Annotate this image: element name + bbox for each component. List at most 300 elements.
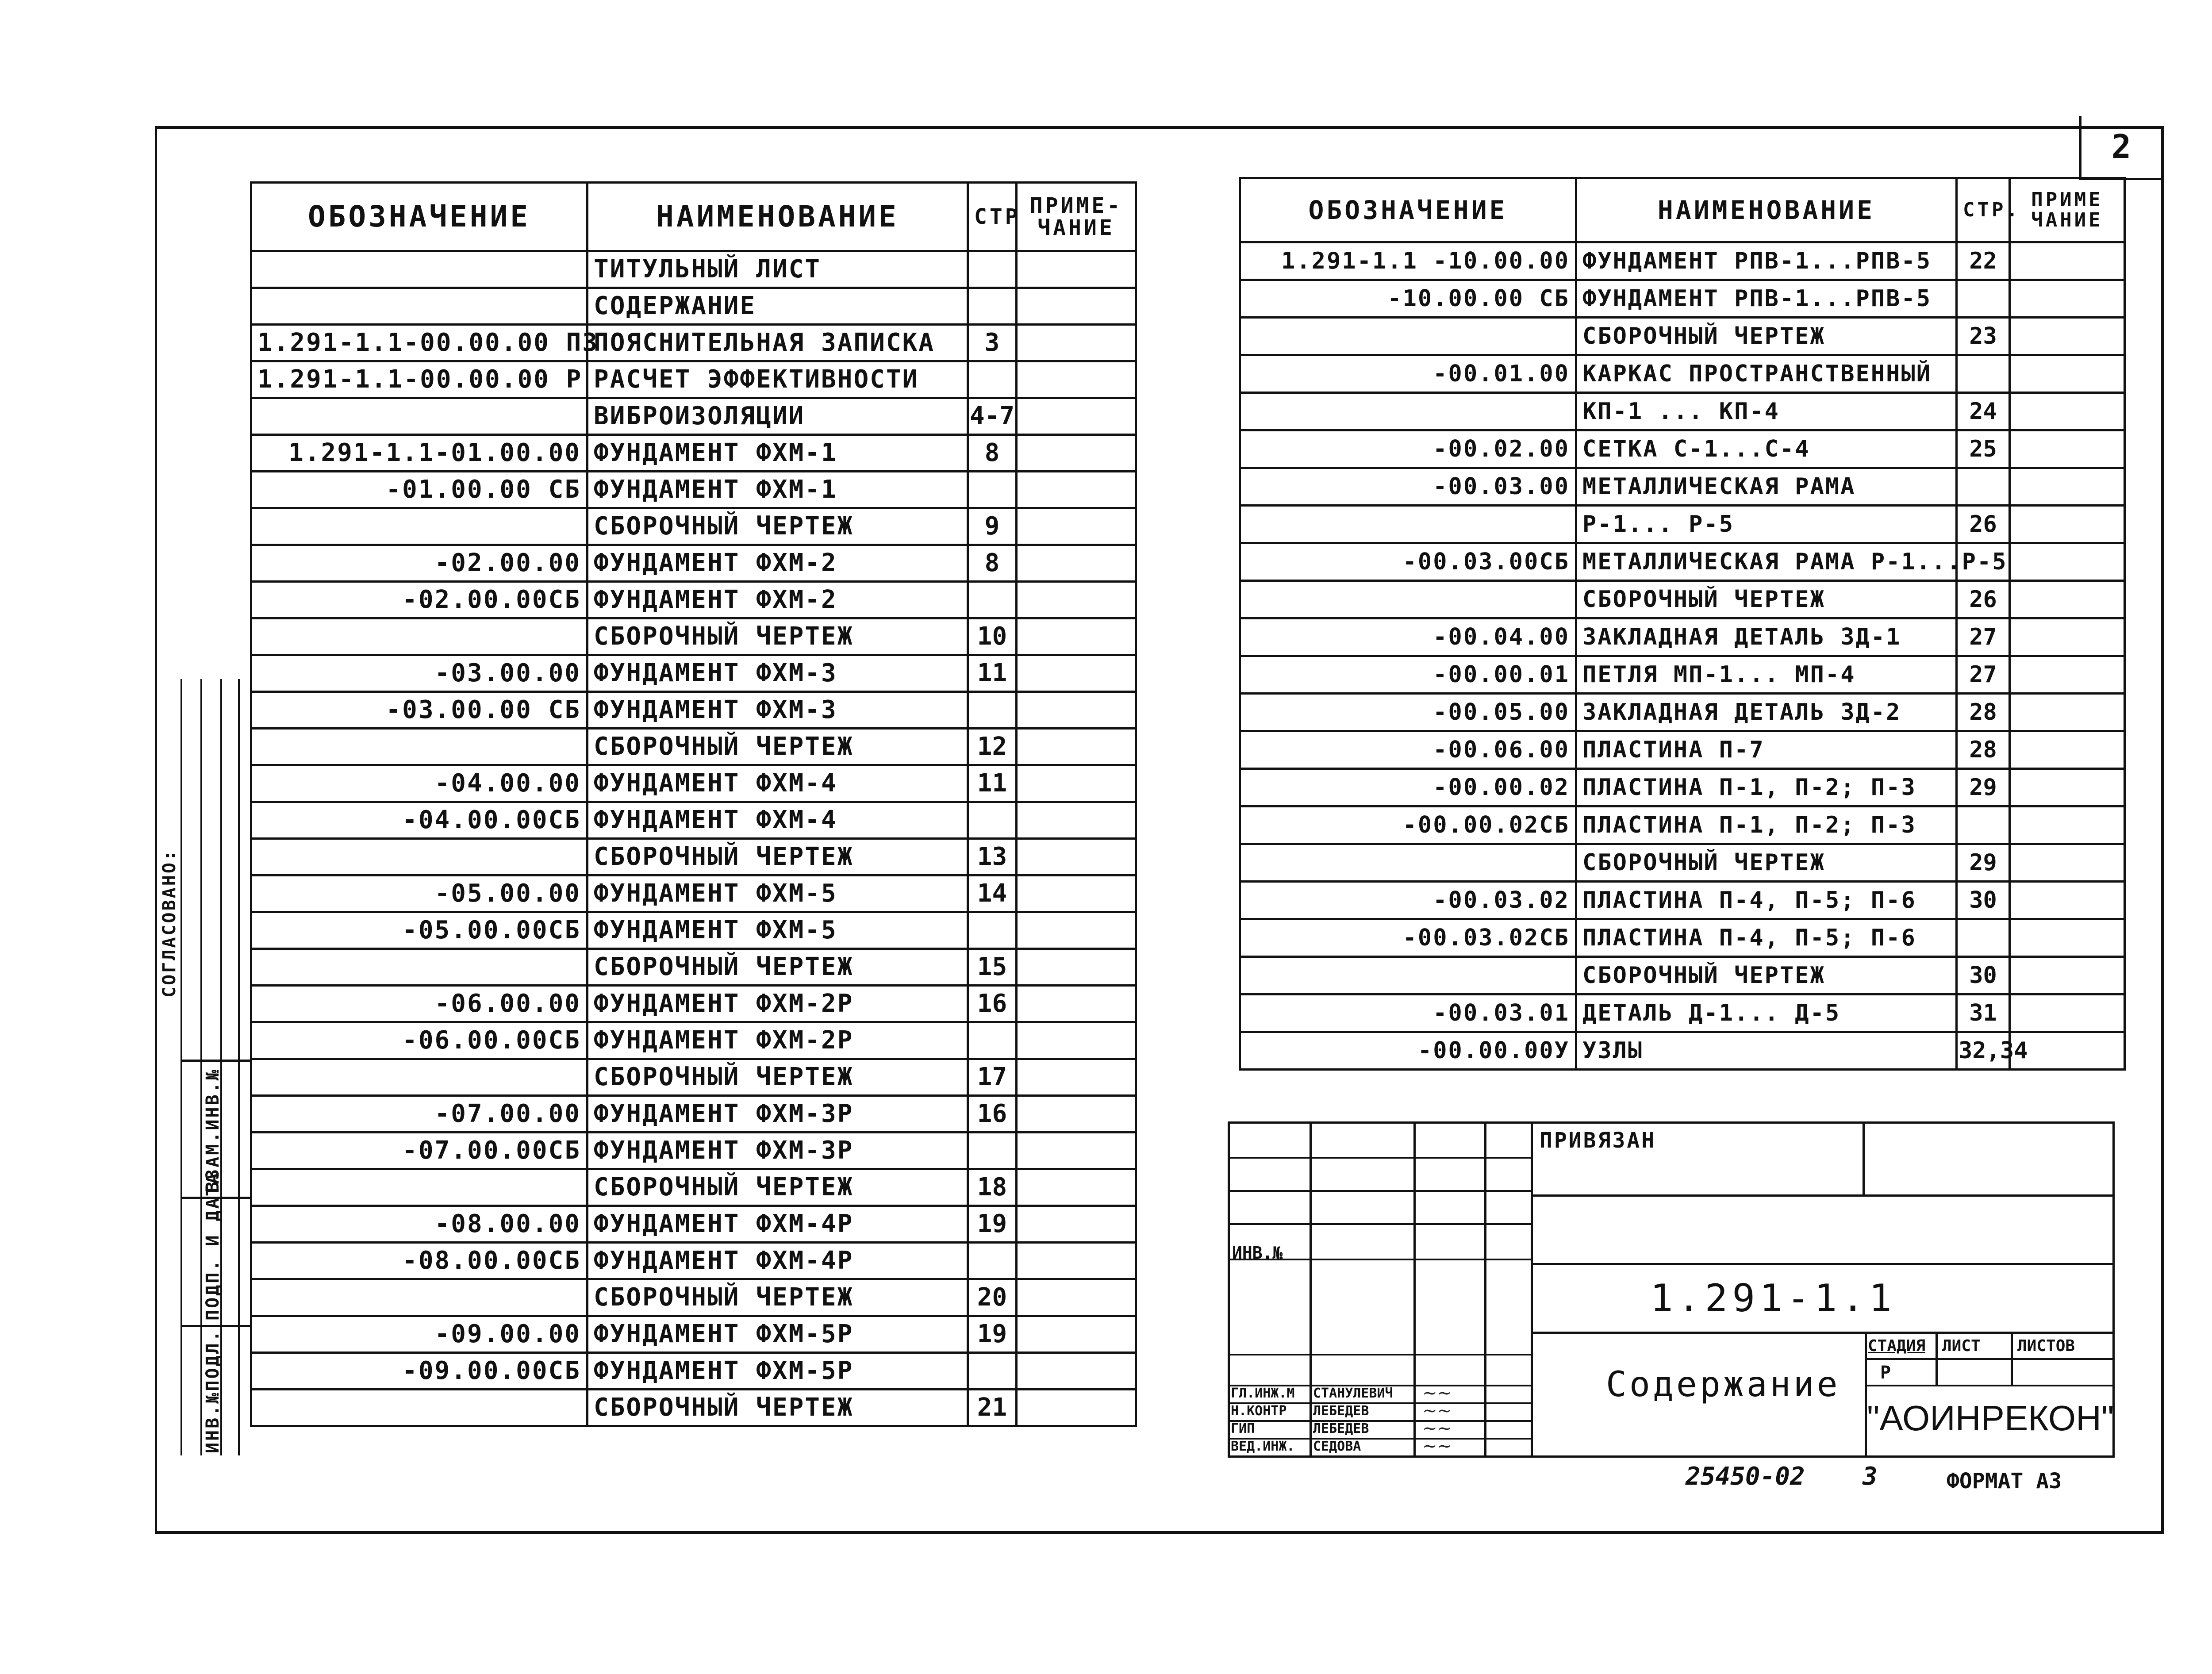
table-row xyxy=(1240,994,2125,1032)
row-page: 26 xyxy=(1957,581,2010,618)
row-note xyxy=(2010,506,2125,543)
row-name: СБОРОЧНЫЙ ЧЕРТЕЖ xyxy=(588,839,968,875)
row-note xyxy=(1017,508,1136,545)
row-name: МЕТАЛЛИЧЕСКАЯ РАМА xyxy=(1576,468,1957,506)
row-note xyxy=(1017,325,1136,361)
row-name: ПОЯСНИТЕЛЬНАЯ ЗАПИСКА xyxy=(588,325,968,361)
row-page: 4-7 xyxy=(968,398,1017,435)
row-designation: -00.00.00У xyxy=(1240,1032,1576,1070)
original-inventory-label: ИНВ.№ПОДЛ. xyxy=(203,1329,223,1453)
row-name: ПЛАСТИНА П-1, П-2; П-3 xyxy=(1576,769,1957,806)
row-note xyxy=(2010,769,2125,806)
signature-role: ВЕД.ИНЖ. xyxy=(1231,1439,1295,1454)
row-page xyxy=(968,1243,1017,1279)
row-designation xyxy=(1240,393,1576,430)
signature-name: СЕДОВА xyxy=(1313,1439,1361,1454)
row-name: ФУНДАМЕНТ ФХМ-1 xyxy=(588,435,968,472)
row-page: 9 xyxy=(968,508,1017,545)
row-name: ФУНДАМЕНТ ФХМ-5 xyxy=(588,875,968,912)
row-note xyxy=(1017,1390,1136,1426)
row-page: 29 xyxy=(1957,844,2010,882)
row-page: 15 xyxy=(968,949,1017,986)
row-name: ТИТУЛЬНЫЙ ЛИСТ xyxy=(588,251,968,288)
row-note xyxy=(1017,582,1136,618)
row-name: ФУНДАМЕНТ ФХМ-2 xyxy=(588,545,968,582)
table-row xyxy=(251,361,1136,398)
row-designation xyxy=(251,618,588,655)
row-note xyxy=(1017,435,1136,472)
row-designation xyxy=(251,949,588,986)
row-designation: -08.00.00 xyxy=(251,1206,588,1243)
row-page: 3 xyxy=(968,325,1017,361)
row-designation xyxy=(251,1169,588,1206)
table-row xyxy=(251,949,1136,986)
table-row xyxy=(251,1206,1136,1243)
row-note xyxy=(2010,694,2125,731)
row-name: СБОРОЧНЫЙ ЧЕРТЕЖ xyxy=(588,949,968,986)
row-name: ПЛАСТИНА П-7 xyxy=(1576,731,1957,769)
table-row xyxy=(251,288,1136,325)
row-note xyxy=(2010,468,2125,506)
row-name: ФУНДАМЕНТ ФХМ-5Р xyxy=(588,1316,968,1353)
row-name: ЗАКЛАДНАЯ ДЕТАЛЬ ЗД-1 xyxy=(1576,618,1957,656)
row-note xyxy=(1017,545,1136,582)
row-name: ПЛАСТИНА П-4, П-5; П-6 xyxy=(1576,919,1957,957)
row-designation: -04.00.00СБ xyxy=(251,802,588,839)
row-note xyxy=(1017,986,1136,1022)
row-page: 8 xyxy=(968,435,1017,472)
row-page xyxy=(1957,280,2010,318)
row-note xyxy=(1017,692,1136,729)
row-note xyxy=(1017,1022,1136,1059)
row-page: 24 xyxy=(1957,393,2010,430)
table-row xyxy=(251,1169,1136,1206)
table-row xyxy=(1240,844,2125,882)
table-row xyxy=(251,251,1136,288)
row-designation xyxy=(251,288,588,325)
table-row xyxy=(251,875,1136,912)
row-name: СБОРОЧНЫЙ ЧЕРТЕЖ xyxy=(588,1059,968,1096)
table-header xyxy=(251,183,1136,251)
row-name: ФУНДАМЕНТ ФХМ-4 xyxy=(588,765,968,802)
row-page: 26 xyxy=(1957,506,2010,543)
table-row xyxy=(251,1279,1136,1316)
row-note xyxy=(1017,655,1136,692)
row-designation: -00.04.00 xyxy=(1240,618,1576,656)
handwritten-signature: ~~ xyxy=(1422,1383,1452,1403)
row-note xyxy=(1017,875,1136,912)
row-designation: -03.00.00 СБ xyxy=(251,692,588,729)
table-row xyxy=(251,912,1136,949)
signature-role: Н.КОНТР xyxy=(1231,1403,1287,1419)
row-note xyxy=(2010,919,2125,957)
row-note xyxy=(1017,802,1136,839)
row-page xyxy=(968,582,1017,618)
row-designation: -00.00.02 xyxy=(1240,769,1576,806)
handwritten-signature: ~~ xyxy=(1422,1418,1452,1439)
row-name: СБОРОЧНЫЙ ЧЕРТЕЖ xyxy=(1576,957,1957,994)
table-row xyxy=(1240,806,2125,844)
table-row xyxy=(1240,731,2125,769)
row-name: КП-1 ... КП-4 xyxy=(1576,393,1957,430)
row-designation xyxy=(251,1279,588,1316)
row-designation: 1.291-1.1-00.00.00 Р xyxy=(251,361,588,398)
row-designation: -00.00.02СБ xyxy=(1240,806,1576,844)
row-page xyxy=(968,692,1017,729)
row-name: СОДЕРЖАНИЕ xyxy=(588,288,968,325)
row-page: 10 xyxy=(968,618,1017,655)
row-name: ФУНДАМЕНТ ФХМ-3Р xyxy=(588,1096,968,1133)
table-row xyxy=(251,729,1136,765)
row-note xyxy=(1017,949,1136,986)
row-note xyxy=(1017,1243,1136,1279)
table-row xyxy=(251,1096,1136,1133)
row-note xyxy=(2010,618,2125,656)
row-designation xyxy=(251,398,588,435)
row-note xyxy=(1017,1059,1136,1096)
table-row xyxy=(251,618,1136,655)
header-page: СТР. xyxy=(1957,178,2010,242)
row-note xyxy=(1017,765,1136,802)
signature-role: ГЛ.ИНЖ.М xyxy=(1231,1386,1295,1401)
signature-name: СТАНУЛЕВИЧ xyxy=(1313,1386,1393,1401)
row-page: 23 xyxy=(1957,318,2010,355)
row-note xyxy=(2010,280,2125,318)
table-row xyxy=(1240,656,2125,694)
row-designation xyxy=(251,251,588,288)
row-designation: -10.00.00 СБ xyxy=(1240,280,1576,318)
row-page: 16 xyxy=(968,1096,1017,1133)
table-row xyxy=(251,692,1136,729)
row-name: ДЕТАЛЬ Д-1... Д-5 xyxy=(1576,994,1957,1032)
row-designation: -00.05.00 xyxy=(1240,694,1576,731)
row-page: 12 xyxy=(968,729,1017,765)
row-page: 32,34 xyxy=(1957,1032,2010,1070)
header-designation: ОБОЗНАЧЕНИЕ xyxy=(251,183,588,251)
row-note xyxy=(1017,251,1136,288)
row-page: 28 xyxy=(1957,694,2010,731)
row-page xyxy=(1957,919,2010,957)
row-note xyxy=(1017,729,1136,765)
table-row xyxy=(251,398,1136,435)
handwritten-signature: ~~ xyxy=(1422,1436,1452,1456)
sheet-title: Содержание xyxy=(1606,1365,1840,1405)
row-designation: -04.00.00 xyxy=(251,765,588,802)
row-name: ФУНДАМЕНТ ФХМ-2Р xyxy=(588,1022,968,1059)
row-page xyxy=(968,288,1017,325)
footer-page: 3 xyxy=(1863,1462,1878,1491)
row-designation xyxy=(1240,318,1576,355)
row-note xyxy=(1017,618,1136,655)
row-designation: -02.00.00 xyxy=(251,545,588,582)
row-note xyxy=(2010,581,2125,618)
table-row xyxy=(1240,355,2125,393)
agreed-label: СОГЛАСОВАНО: xyxy=(159,849,180,998)
row-note xyxy=(1017,1096,1136,1133)
table-row xyxy=(251,508,1136,545)
row-designation: -07.00.00СБ xyxy=(251,1133,588,1169)
row-name: СБОРОЧНЫЙ ЧЕРТЕЖ xyxy=(588,729,968,765)
row-designation: -00.03.00 xyxy=(1240,468,1576,506)
row-designation: -00.03.00СБ xyxy=(1240,543,1576,581)
table-row xyxy=(1240,882,2125,919)
row-page: 22 xyxy=(1957,242,2010,280)
row-designation: -00.00.01 xyxy=(1240,656,1576,694)
row-note xyxy=(2010,656,2125,694)
row-page xyxy=(968,912,1017,949)
sheet-number: 2 xyxy=(2079,116,2161,180)
row-note xyxy=(1017,1316,1136,1353)
table-row xyxy=(251,1133,1136,1169)
table-row xyxy=(251,1059,1136,1096)
table-row xyxy=(1240,318,2125,355)
row-name: СБОРОЧНЫЙ ЧЕРТЕЖ xyxy=(588,1169,968,1206)
table-row xyxy=(251,582,1136,618)
row-name: СЕТКА С-1...С-4 xyxy=(1576,430,1957,468)
row-name: Р-1... Р-5 xyxy=(1576,506,1957,543)
row-designation xyxy=(1240,506,1576,543)
row-name: ПЛАСТИНА П-4, П-5; П-6 xyxy=(1576,882,1957,919)
row-note xyxy=(1017,1279,1136,1316)
row-page: 21 xyxy=(968,1390,1017,1426)
table-row xyxy=(1240,618,2125,656)
row-page: 29 xyxy=(1957,769,2010,806)
row-designation: -00.03.01 xyxy=(1240,994,1576,1032)
row-name: ФУНДАМЕНТ ФХМ-2 xyxy=(588,582,968,618)
row-page: 28 xyxy=(1957,731,2010,769)
row-designation xyxy=(251,508,588,545)
row-designation xyxy=(251,729,588,765)
table-row xyxy=(1240,919,2125,957)
row-note xyxy=(2010,430,2125,468)
table-row xyxy=(251,1353,1136,1390)
table-row xyxy=(251,802,1136,839)
row-name: УЗЛЫ xyxy=(1576,1032,1957,1070)
row-note xyxy=(2010,844,2125,882)
row-page xyxy=(968,1133,1017,1169)
row-note xyxy=(2010,543,2125,581)
row-name: СБОРОЧНЫЙ ЧЕРТЕЖ xyxy=(1576,581,1957,618)
row-note xyxy=(1017,1206,1136,1243)
header-designation: ОБОЗНАЧЕНИЕ xyxy=(1240,178,1576,242)
table-row xyxy=(251,765,1136,802)
row-name: ПЛАСТИНА П-1, П-2; П-3 xyxy=(1576,806,1957,844)
archive-number: 25450-02 xyxy=(1686,1462,1805,1491)
inventory-number-label: ИНВ.№ xyxy=(1232,1243,1283,1263)
row-designation: -09.00.00 xyxy=(251,1316,588,1353)
row-name: СБОРОЧНЫЙ ЧЕРТЕЖ xyxy=(588,1279,968,1316)
stage-label: СТАДИЯ xyxy=(1868,1337,1926,1355)
row-designation: -00.03.02 xyxy=(1240,882,1576,919)
row-page: 17 xyxy=(968,1059,1017,1096)
row-designation: -05.00.00 xyxy=(251,875,588,912)
header-name: НАИМЕНОВАНИЕ xyxy=(1576,178,1957,242)
table-row xyxy=(251,325,1136,361)
table-row xyxy=(1240,581,2125,618)
row-name: СБОРОЧНЫЙ ЧЕРТЕЖ xyxy=(1576,318,1957,355)
row-page: 18 xyxy=(968,1169,1017,1206)
row-page: 19 xyxy=(968,1206,1017,1243)
row-page: 14 xyxy=(968,875,1017,912)
row-name: ФУНДАМЕНТ ФХМ-4Р xyxy=(588,1243,968,1279)
table-row xyxy=(1240,1032,2125,1070)
header-page: СТР xyxy=(968,183,1017,251)
table-row xyxy=(1240,506,2125,543)
row-name: СБОРОЧНЫЙ ЧЕРТЕЖ xyxy=(588,1390,968,1426)
row-page: 11 xyxy=(968,655,1017,692)
row-designation: -07.00.00 xyxy=(251,1096,588,1133)
row-designation: -03.00.00 xyxy=(251,655,588,692)
table-header xyxy=(1240,178,2125,242)
row-name: ФУНДАМЕНТ ФХМ-1 xyxy=(588,472,968,508)
table-row xyxy=(251,986,1136,1022)
row-page: 16 xyxy=(968,986,1017,1022)
signature-name: ЛЕБЕДЕВ xyxy=(1313,1403,1369,1419)
row-name: ФУНДАМЕНТ ФХМ-3Р xyxy=(588,1133,968,1169)
row-name: СБОРОЧНЫЙ ЧЕРТЕЖ xyxy=(1576,844,1957,882)
row-page: 31 xyxy=(1957,994,2010,1032)
row-note xyxy=(1017,288,1136,325)
table-row xyxy=(251,435,1136,472)
table-row xyxy=(251,839,1136,875)
format-label: ФОРМАТ А3 xyxy=(1947,1469,2062,1494)
row-note xyxy=(1017,839,1136,875)
table-row xyxy=(1240,468,2125,506)
row-name: ФУНДАМЕНТ ФХМ-5 xyxy=(588,912,968,949)
table-row xyxy=(251,1390,1136,1426)
row-note xyxy=(2010,355,2125,393)
row-designation: 1.291-1.1 -10.00.00 xyxy=(1240,242,1576,280)
row-designation xyxy=(1240,581,1576,618)
row-name: ПЕТЛЯ МП-1... МП-4 xyxy=(1576,656,1957,694)
row-page xyxy=(968,251,1017,288)
row-page xyxy=(1957,468,2010,506)
row-page: 27 xyxy=(1957,618,2010,656)
row-page xyxy=(968,361,1017,398)
row-page: 20 xyxy=(968,1279,1017,1316)
row-designation: 1.291-1.1-01.00.00 xyxy=(251,435,588,472)
row-page: 27 xyxy=(1957,656,2010,694)
row-designation: -08.00.00СБ xyxy=(251,1243,588,1279)
row-designation xyxy=(251,1059,588,1096)
row-page xyxy=(1957,806,2010,844)
row-designation: -06.00.00 xyxy=(251,986,588,1022)
replaced-inventory-label: ВЗАМ.ИНВ.№ xyxy=(203,1068,223,1192)
document-code: 1.291-1.1 xyxy=(1650,1276,1896,1321)
stage-value: Р xyxy=(1880,1363,1891,1383)
row-name: ЗАКЛАДНАЯ ДЕТАЛЬ ЗД-2 xyxy=(1576,694,1957,731)
row-note xyxy=(1017,472,1136,508)
row-note xyxy=(1017,1169,1136,1206)
row-page: 30 xyxy=(1957,882,2010,919)
handwritten-signature: ~~ xyxy=(1422,1401,1452,1421)
table-row xyxy=(1240,543,2125,581)
row-designation xyxy=(251,839,588,875)
table-row xyxy=(1240,242,2125,280)
signature-date-label: ПОДП. И ДАТА xyxy=(203,1171,223,1321)
signature-name: ЛЕБЕДЕВ xyxy=(1313,1421,1369,1436)
row-name: СБОРОЧНЫЙ ЧЕРТЕЖ xyxy=(588,618,968,655)
row-note xyxy=(1017,1133,1136,1169)
row-name: ФУНДАМЕНТ РПВ-1...РПВ-5 xyxy=(1576,280,1957,318)
row-name: МЕТАЛЛИЧЕСКАЯ РАМА Р-1...Р-5 xyxy=(1576,543,1957,581)
table-row xyxy=(251,1316,1136,1353)
row-page: 25 xyxy=(1957,430,2010,468)
row-page xyxy=(1957,355,2010,393)
approval-strip xyxy=(158,679,251,1455)
row-note xyxy=(2010,393,2125,430)
row-name: СБОРОЧНЫЙ ЧЕРТЕЖ xyxy=(588,508,968,545)
row-designation: -05.00.00СБ xyxy=(251,912,588,949)
table-row xyxy=(251,1243,1136,1279)
signature-role: ГИП xyxy=(1231,1421,1255,1436)
table-row xyxy=(1240,957,2125,994)
row-designation: -09.00.00СБ xyxy=(251,1353,588,1390)
row-name: ФУНДАМЕНТ ФХМ-3 xyxy=(588,692,968,729)
row-designation xyxy=(1240,957,1576,994)
row-designation: -00.06.00 xyxy=(1240,731,1576,769)
row-page xyxy=(968,1022,1017,1059)
row-designation: -00.03.02СБ xyxy=(1240,919,1576,957)
row-page: 19 xyxy=(968,1316,1017,1353)
row-designation: -01.00.00 СБ xyxy=(251,472,588,508)
row-page xyxy=(968,802,1017,839)
row-designation xyxy=(1240,844,1576,882)
row-name: РАСЧЕТ ЭФФЕКТИВНОСТИ xyxy=(588,361,968,398)
row-name: ФУНДАМЕНТ ФХМ-3 xyxy=(588,655,968,692)
table-row xyxy=(251,545,1136,582)
row-page xyxy=(968,472,1017,508)
row-note xyxy=(1017,361,1136,398)
row-note xyxy=(2010,242,2125,280)
row-name: ФУНДАМЕНТ ФХМ-2Р xyxy=(588,986,968,1022)
row-note xyxy=(2010,806,2125,844)
header-name: НАИМЕНОВАНИЕ xyxy=(588,183,968,251)
row-note xyxy=(2010,882,2125,919)
row-page: 11 xyxy=(968,765,1017,802)
contents-table-left xyxy=(250,181,1137,1427)
row-name: ФУНДАМЕНТ ФХМ-5Р xyxy=(588,1353,968,1390)
table-row xyxy=(1240,393,2125,430)
row-name: ФУНДАМЕНТ ФХМ-4 xyxy=(588,802,968,839)
row-page xyxy=(968,1353,1017,1390)
organization-name: "АОИНРЕКОН" xyxy=(1867,1398,2114,1438)
row-name: КАРКАС ПРОСТРАНСТВЕННЫЙ xyxy=(1576,355,1957,393)
row-designation: -02.00.00СБ xyxy=(251,582,588,618)
row-note xyxy=(2010,731,2125,769)
contents-table-right xyxy=(1239,177,2126,1071)
table-row xyxy=(251,1022,1136,1059)
row-designation: -00.02.00 xyxy=(1240,430,1576,468)
table-row xyxy=(1240,430,2125,468)
row-page: 30 xyxy=(1957,957,2010,994)
table-row xyxy=(1240,769,2125,806)
table-row xyxy=(251,655,1136,692)
row-page: 13 xyxy=(968,839,1017,875)
row-note xyxy=(2010,994,2125,1032)
row-name: ФУНДАМЕНТ ФХМ-4Р xyxy=(588,1206,968,1243)
tied-label: ПРИВЯЗАН xyxy=(1540,1128,1656,1153)
table-row xyxy=(1240,694,2125,731)
sheet-label: ЛИСТ xyxy=(1942,1337,1981,1355)
row-designation: -00.01.00 xyxy=(1240,355,1576,393)
row-designation: -06.00.00СБ xyxy=(251,1022,588,1059)
row-note xyxy=(1017,1353,1136,1390)
row-note xyxy=(1017,912,1136,949)
row-note xyxy=(2010,957,2125,994)
header-note: ПРИМЕ-ЧАНИЕ xyxy=(1017,183,1136,251)
table-row xyxy=(1240,280,2125,318)
